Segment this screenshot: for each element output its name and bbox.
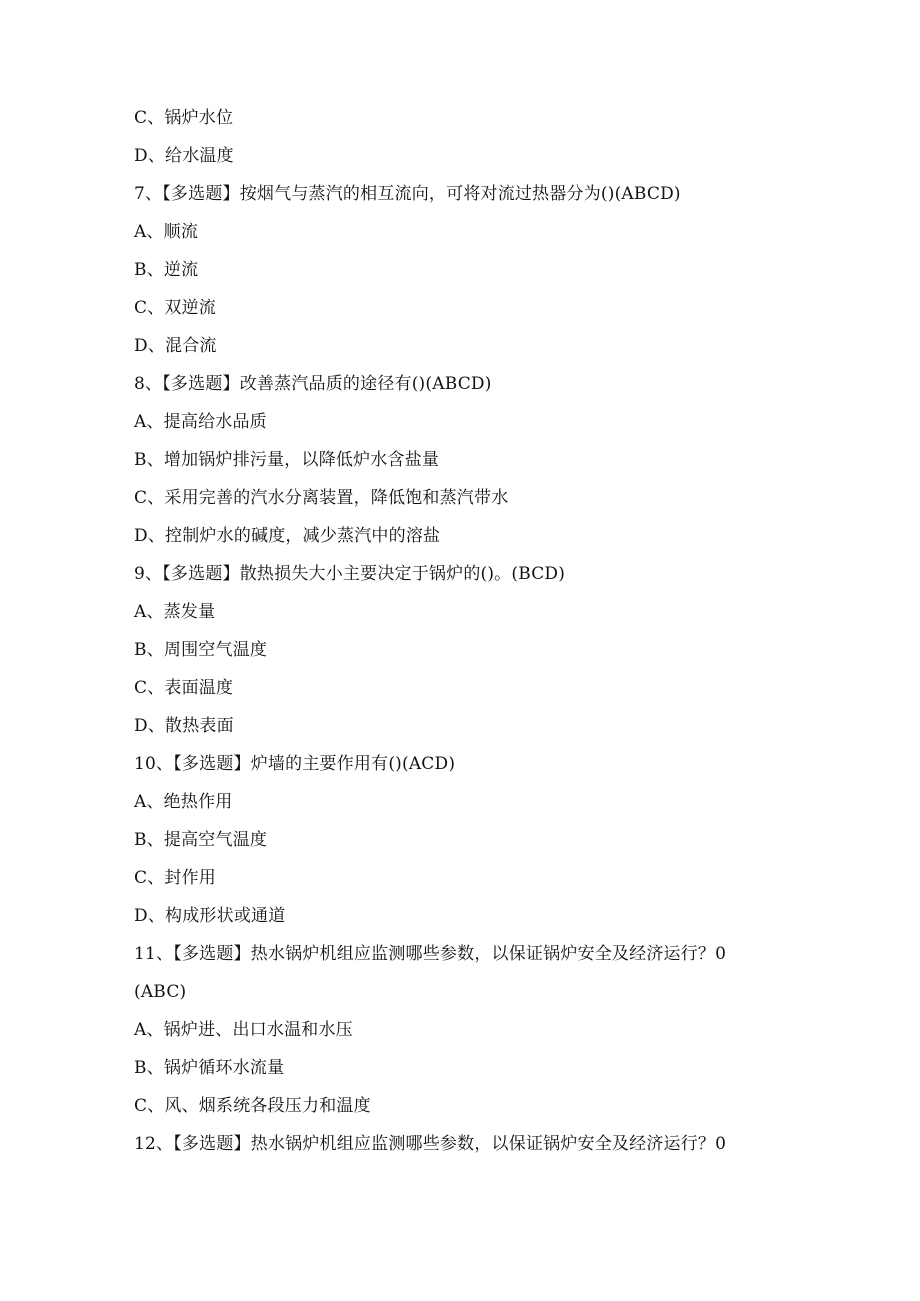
option-d-q7: D、混合流 (134, 336, 217, 356)
document-content (134, 99, 794, 1163)
option-a-q8: A、提高给水品质 (134, 412, 267, 432)
question-10: 10、【多选题】炉墙的主要作用有()(ACD) (134, 754, 456, 774)
question-9: 9、【多选题】散热损失大小主要决定于锅炉的()。(BCD) (134, 564, 566, 584)
question-11-answer: (ABC) (134, 982, 187, 1002)
option-c-q6: C、锅炉水位 (134, 108, 234, 128)
option-a-q7: A、顺流 (134, 222, 199, 242)
option-c-q10: C、封作用 (134, 868, 217, 888)
question-11: 11、【多选题】热水锅炉机组应监测哪些参数，以保证锅炉安全及经济运行？0 (134, 944, 727, 964)
option-c-q9: C、表面温度 (134, 678, 234, 698)
option-b-q11: B、锅炉循环水流量 (134, 1058, 285, 1078)
question-7: 7、【多选题】按烟气与蒸汽的相互流向，可将对流过热器分为()(ABCD) (134, 184, 681, 204)
option-a-q10: A、绝热作用 (134, 792, 233, 812)
option-c-q8: C、采用完善的汽水分离装置，降低饱和蒸汽带水 (134, 488, 509, 508)
option-b-q8: B、增加锅炉排污量，以降低炉水含盐量 (134, 450, 440, 470)
question-12: 12、【多选题】热水锅炉机组应监测哪些参数，以保证锅炉安全及经济运行？0 (134, 1134, 727, 1154)
option-b-q9: B、周围空气温度 (134, 640, 268, 660)
option-d-q6: D、给水温度 (134, 146, 234, 166)
question-8: 8、【多选题】改善蒸汽品质的途径有()(ABCD) (134, 374, 492, 394)
option-b-q7: B、逆流 (134, 260, 199, 280)
option-b-q10: B、提高空气温度 (134, 830, 268, 850)
option-a-q11: A、锅炉进、出口水温和水压 (134, 1020, 353, 1040)
option-c-q11: C、风、烟系统各段压力和温度 (134, 1096, 371, 1116)
option-d-q10: D、构成形状或通道 (134, 906, 286, 926)
option-c-q7: C、双逆流 (134, 298, 217, 318)
option-d-q8: D、控制炉水的碱度，减少蒸汽中的溶盐 (134, 526, 441, 546)
option-a-q9: A、蒸发量 (134, 602, 216, 622)
option-d-q9: D、散热表面 (134, 716, 234, 736)
